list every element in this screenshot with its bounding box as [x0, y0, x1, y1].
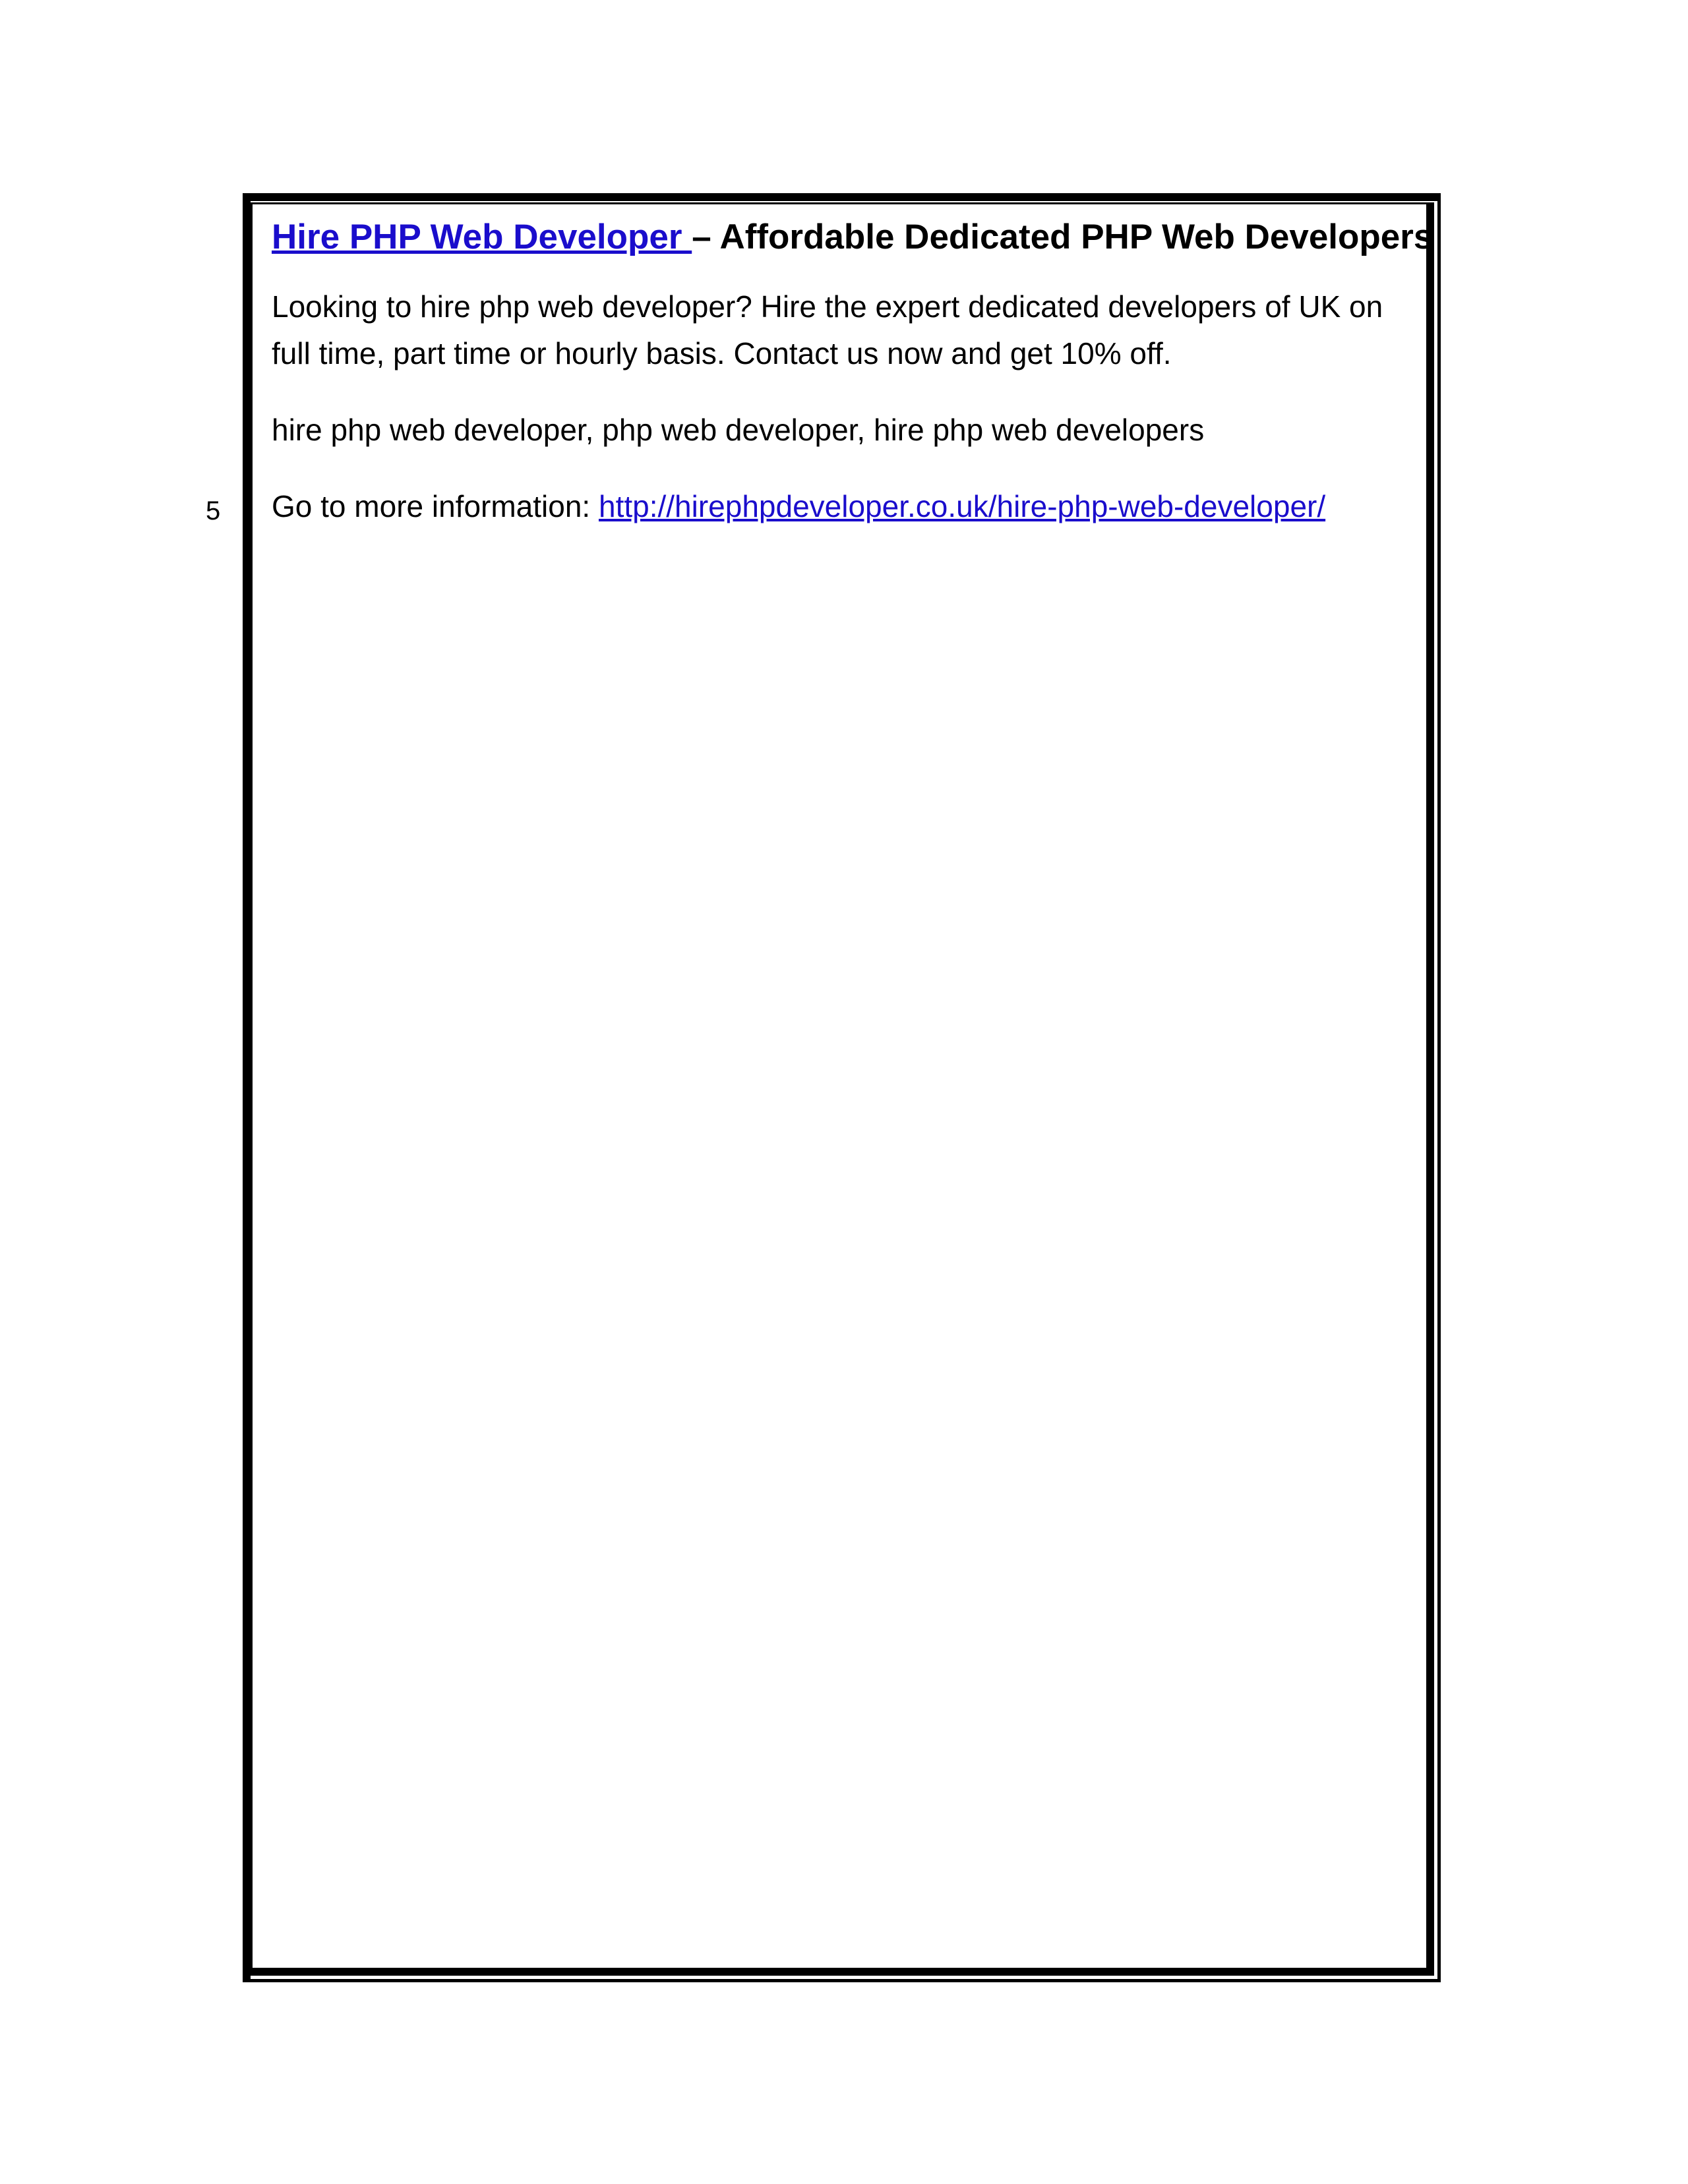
keywords-paragraph: hire php web developer, php web developer, hire php web developers	[272, 413, 1205, 447]
page-title	[272, 211, 1433, 264]
line-number: 5	[206, 496, 221, 525]
description-paragraph: Looking to hire php web developer? Hire the expert dedicated developers of UK on full time, part time or hourly basis. Contact us now and get 10% off.	[272, 289, 1383, 370]
document-content	[272, 211, 1433, 530]
info-paragraph	[272, 483, 1406, 530]
info-url-link[interactable]: http://hirephpdeveloper.co.uk/hire-php-web-developer/	[598, 489, 1326, 523]
info-label: Go to more information:	[272, 489, 599, 523]
title-link[interactable]: Hire PHP Web Developer	[272, 218, 692, 256]
title-subtitle: – Affordable Dedicated PHP Web Developers	[692, 218, 1433, 256]
